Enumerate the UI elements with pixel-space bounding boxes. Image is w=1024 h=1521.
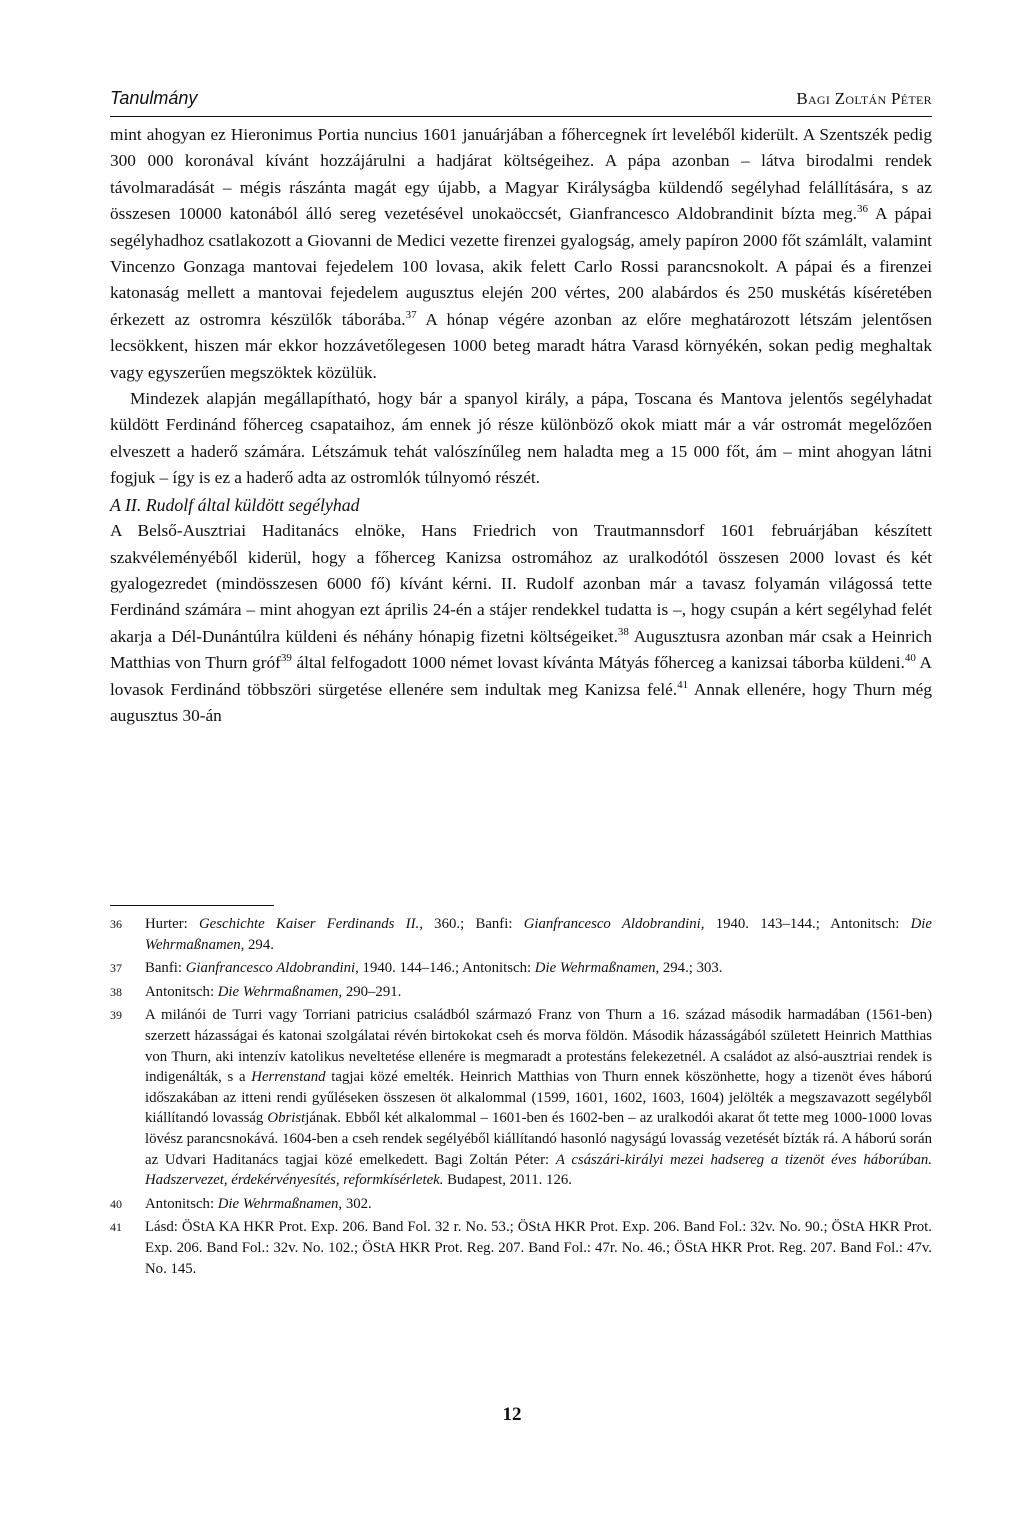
footnote-number: 37 xyxy=(110,961,122,976)
page-number: 12 xyxy=(502,1404,522,1425)
footnote-text: 294.; 303. xyxy=(659,960,723,977)
footnotes xyxy=(110,914,932,1282)
paragraph-3-text-c: által felfogadott 1000 német lovast kívánta Mátyás főherceg a kanizsai táborba küldeni. xyxy=(291,653,905,673)
footnote-text: A milánói de Turri vagy Torriani patricius családból származó Franz von Thurn a 16. század második harmadában (1561-ben) szerzett házasságai és katonai szolgálatai révén birtokokat cseh és morva földön. Második házasságából született Heinrich Matthias von Thurn, aki intenzív katolikus neveltetése ellenére is megmaradt a protestáns felekezetnél. A családot az alsó-ausztriai rendek is indigenálták, s a xyxy=(145,1007,932,1086)
footnote-36 xyxy=(110,914,932,955)
footnote-text: jának. Ebből két alkalommal – 1601-ben és 1602-ben – az uralkodói akarat őt tette meg 1000-1000 lovas lövész parancsnokává. 1604-ben a cseh rendek segélyéből kiállítandó hasonló nagyságú lovasság vezetését bízták rá. A háború során az Udvari Haditanács tagjai közé emelkedett. Bagi Zoltán Péter: xyxy=(145,1110,932,1168)
footnote-text: Hurter: xyxy=(145,916,199,932)
footnote-title: Gianfrancesco Aldobrandini, xyxy=(185,960,359,977)
footnote-title: Die Wehrmaßnamen, xyxy=(145,916,932,953)
footnote-title: Gianfrancesco Aldobrandini, xyxy=(523,916,705,932)
paragraph-1-text-a: mint ahogyan ez Hieronimus Portia nuncius 1601 januárjában a főhercegnek írt leveléből kiderült. A Szentszék pedig 300 000 koronával kívánt hozzájárulni a hadjárat költségeihez. A pápa azonban – látva birodalmi rendek távolmaradását – mégis rászánta magát egy újabb, a Magyar Királyságba küldendő segélyhad felállítására, s az összesen 10000 katonából álló sereg vezetésével unokaöccsét, Gianfrancesco Aldobrandinit bízta meg. xyxy=(110,125,932,224)
footnote-text: 302. xyxy=(342,1195,372,1212)
footnote-number: 36 xyxy=(110,917,122,931)
footnote-title: Die Wehrmaßnamen, xyxy=(217,983,343,1000)
section-subheading: A II. Rudolf által küldött segélyhad xyxy=(110,494,360,515)
footnote-39 xyxy=(110,1005,932,1190)
footnote-text: 294. xyxy=(244,936,274,953)
paragraph-3-text-d: A lovasok Ferdinánd többszöri sürgetése ellenére sem indultak meg Kanizsa felé. xyxy=(110,653,932,699)
footnote-ref-36: 36 xyxy=(857,203,868,216)
main-text xyxy=(110,122,932,729)
footnote-ref-38: 38 xyxy=(617,625,629,638)
footnote-text: Banfi: xyxy=(145,960,186,977)
footnote-ref-37: 37 xyxy=(405,309,417,322)
paragraph-1-text-b: A pápai segélyhadhoz csatlakozott a Giovanni de Medici vezette firenzei gyalogság, amely papíron 2000 főt számlált, valamint Vincenzo Gonzaga mantovai fejedelem 100 lovasa, akik felett Carlo Rossi parancsnokolt. A pápai és a firenzei katonaság mellett a mantovai fejedelem augusztus elején 200 vértes, 200 alabárdos és 250 muskétás kíséretében érkezett az ostromra készülők táborába. xyxy=(110,204,932,329)
footnote-text: 1940. 143–144.; Antonitsch: xyxy=(704,916,911,932)
footnote-38 xyxy=(110,982,932,1003)
paragraph-1-text-c: A hónap végére azonban az előre meghatározott létszám jelentősen lecsökkent, hiszen már ekkor hozzávetőlegesen 1000 beteg maradt hátra Varasd környékén, sokan pedig meghaltak vagy egyszerűen megszöktek közülük. xyxy=(110,309,933,382)
footnote-40 xyxy=(110,1194,932,1215)
footnote-ref-41: 41 xyxy=(677,678,689,691)
footnote-text: Budapest, 2011. 126. xyxy=(443,1172,572,1189)
footnote-number: 39 xyxy=(110,1008,122,1023)
footnote-text: , 360.; Banfi: xyxy=(419,916,524,932)
footnote-ref-40: 40 xyxy=(904,652,916,665)
footnote-number: 41 xyxy=(110,1220,122,1235)
footnote-text: Antonitsch: xyxy=(145,983,218,1000)
paragraph-3-text-a: A Belső-Ausztriai Haditanács elnöke, Hans Friedrich von Trautmannsdorf 1601 februárjában készített szakvéleményéből kiderül, hogy a főherceg Kanizsa ostromához az uralkodótól összesen 2000 lovast és két gyalogezredet (mindösszesen 6000 fő) kívánt kérni. II. Rudolf azonban már a tavasz folyamán világossá tette Ferdinánd számára – mint ahogyan ezt április 24-én a stájer rendekkel tudatta is –, hogy csupán a kért segélyhad felét akarja a Dél-Dunántúlra küldeni és néhány hónapig fizetni költségeiket. xyxy=(110,521,932,646)
footnote-title: Herrenstand xyxy=(251,1069,326,1086)
paragraph-3-text-b: Augusztusra azonban már csak a Heinrich Matthias von Thurn gróf xyxy=(110,626,932,673)
paragraph-1 xyxy=(110,122,932,386)
footnote-text: Antonitsch: xyxy=(145,1195,218,1212)
footnote-text: tagjai közé emelték. Heinrich Matthias von Thurn ennek köszönhette, hogy a tizenöt éves háború időszakában az itteni rendi gyűléseken összesen öt alkalommal (1599, 1601, 1602, 1603, 1604) jelölték a megszavazott segélyből kiállítandó lovasság xyxy=(145,1069,932,1127)
footnote-number: 38 xyxy=(110,984,122,999)
footnote-separator xyxy=(110,905,274,906)
footnote-title: Geschichte Kaiser Ferdinands II. xyxy=(199,916,420,932)
footnote-title: A császári-királyi mezei hadsereg a tizenöt éves háborúban. Hadszervezet, érdekérvényesítés, reformkísérletek. xyxy=(145,1151,932,1189)
paragraph-3-text-e: Annak ellenére, hogy Thurn még augusztus 30-án xyxy=(110,679,932,725)
footnote-title: Obrist xyxy=(267,1110,306,1127)
header-author: Bagi Zoltán Péter xyxy=(796,89,932,108)
header-section-title: Tanulmány xyxy=(110,88,198,108)
footnote-37 xyxy=(110,958,932,979)
footnote-text: Lásd: ÖStA KA HKR Prot. Exp. 206. Band Fol. 32 r. No. 53.; ÖStA HKR Prot. Exp. 206. Band Fol.: 32v. No. 90.; ÖStA HKR Prot. Exp. 206. Band Fol.: 32v. No. 102.; ÖStA HKR Prot. Reg. 207. Band Fol.: 47r. No. 46.; ÖStA HKR Prot. Reg. 207. Band Fol.: 47v. No. 145. xyxy=(145,1219,932,1277)
footnote-title: Die Wehrmaßnamen, xyxy=(534,960,660,977)
paragraph-2: Mindezek alapján megállapítható, hogy bár a spanyol király, a pápa, Toscana és Mantova jelentős segélyhadat küldött Ferdinánd főherceg csapataihoz, ám ennek jó része különböző okok miatt már a vár ostromát megelőzően elveszett a haderő számára. Létszámuk tehát valószínűleg nem haladta meg a 15 000 főt, ám – mint ahogyan látni fogjuk – így is ez a haderő adta az ostromlók túlnyomó részét. xyxy=(110,389,932,488)
running-header xyxy=(110,86,932,117)
footnote-ref-39: 39 xyxy=(280,652,292,665)
paragraph-3 xyxy=(110,518,932,729)
footnote-title: Die Wehrmaßnamen, xyxy=(217,1195,343,1212)
footnote-41 xyxy=(110,1217,932,1279)
footnote-text: 290–291. xyxy=(342,983,402,1000)
footnote-text: 1940. 144–146.; Antonitsch: xyxy=(358,960,535,977)
footnote-number: 40 xyxy=(110,1196,122,1211)
